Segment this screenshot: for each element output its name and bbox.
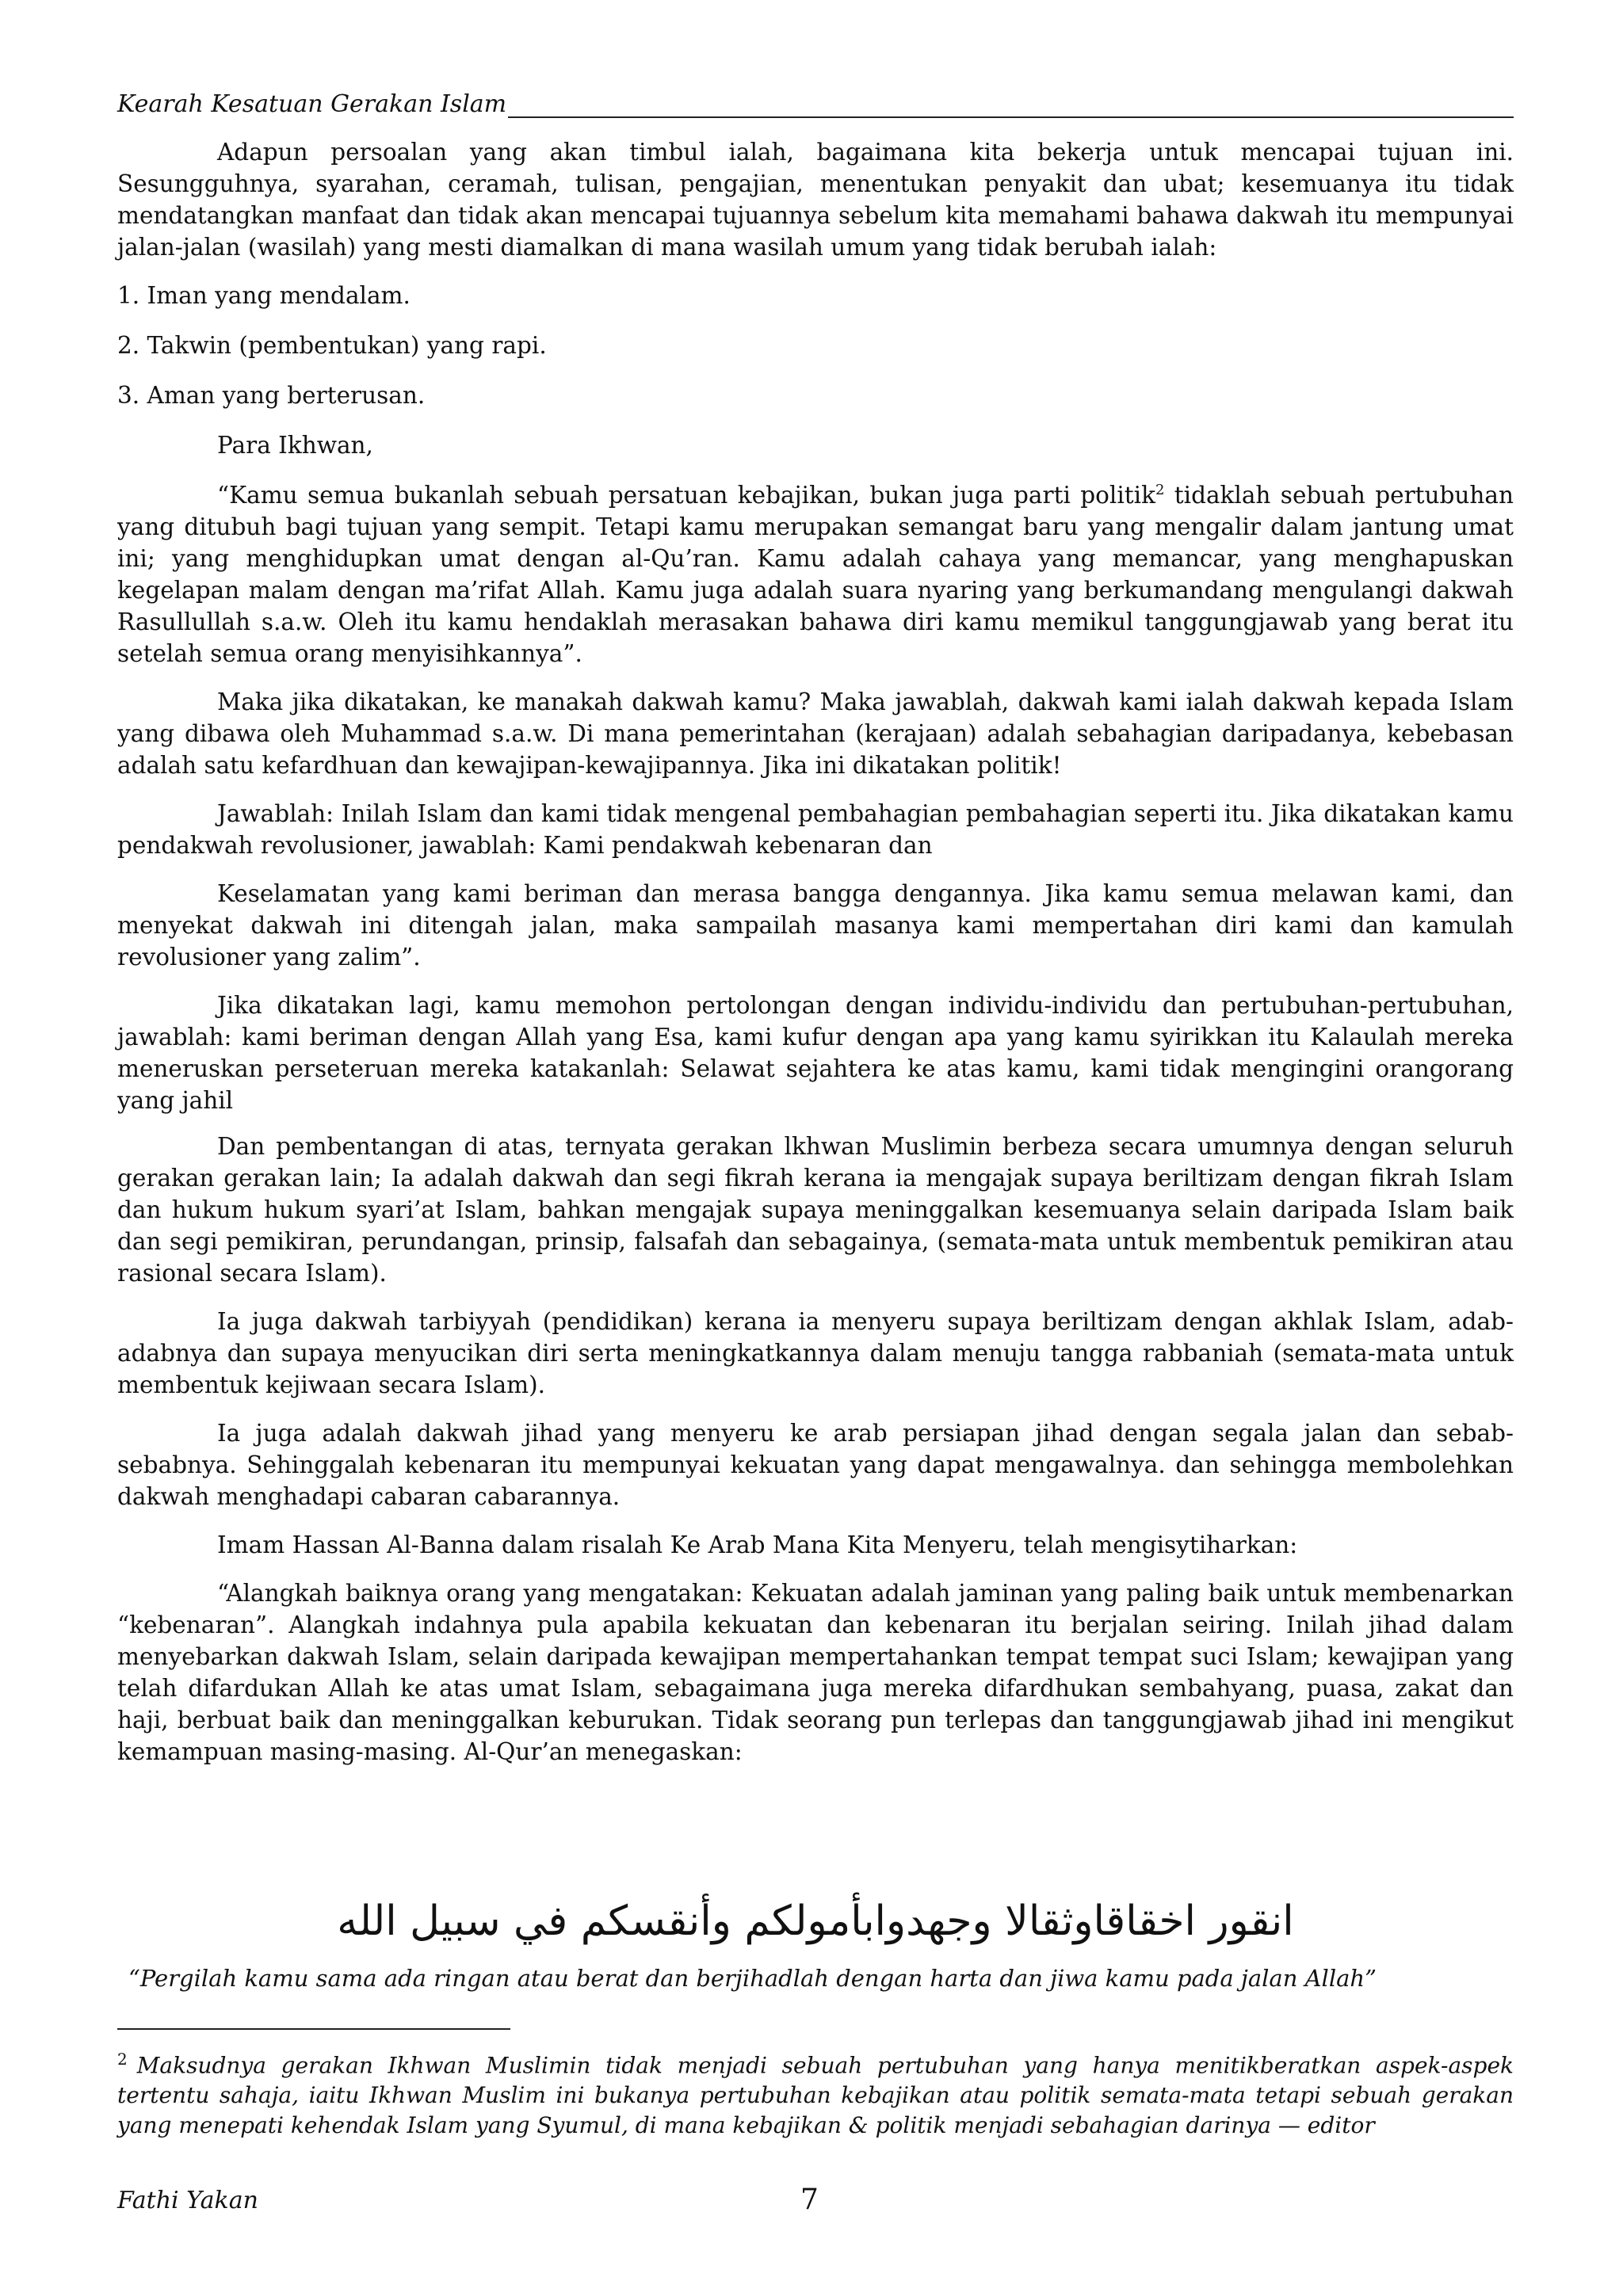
footnote-text: Maksudnya gerakan Ikhwan Muslimin tidak menjadi sebuah pertubuhan yang hanya menitikberatkan aspek-aspek tertentu sahaja, iaitu Ikhwan Muslim ini bukanya pertubuhan kebajikan atau politik semata-mata tetapi sebuah gerakan yang menepati kehendak Islam yang Syumul, di mana kebajikan & politik menjadi sebahagian darinya — editor <box>117 2052 1514 2139</box>
paragraph: Adapun persoalan yang akan timbul ialah, bagaimana kita bekerja untuk mencapai tujuan ini. Sesungguhnya, syarahan, ceramah, tulisan, pengajian, menentukan penyakit dan ubat; kesemuanya itu tidak mendatangkan manfaat dan tidak akan mencapai tujuannya sebelum kita memahami bahawa dakwah itu mempunyai jalan-jalan (wasilah) yang mesti diamalkan di mana wasilah umum yang tidak berubah ialah: <box>117 139 1514 261</box>
footnote-divider <box>117 2028 510 2030</box>
salutation: Para Ikhwan, <box>217 432 373 459</box>
paragraph: Jawablah: Inilah Islam dan kami tidak mengenal pembahagian pembahagian seperti itu. Jika dikatakan kamu pendakwah revolusioner, jawablah: Kami pendakwah kebenaran dan <box>117 800 1514 859</box>
arabic-verse: انقور اخقاقاوثقالا وجهدوابأمولكم وأنقسكم في سبيل الله <box>337 1897 1294 1945</box>
list-item: 3. Aman yang berterusan. <box>117 382 426 409</box>
paragraph <box>117 479 1514 669</box>
paragraph: Jika dikatakan lagi, kamu memohon pertolongan dengan individu-individu dan pertubuhan-pertubuhan, jawablah: kami beriman dengan Allah yang Esa, kami kufur dengan apa yang kamu syirikkan itu Kalaulah mereka meneruskan perseteruan mereka katakanlah: Selawat sejahtera ke atas kamu, kami tidak menginginі orangorang yang jahil <box>117 992 1514 1114</box>
verse-translation: “Pergilah kamu sama ada ringan atau berat dan berjihadlah dengan harta dan jiwa kamu pada jalan Allah” <box>128 1965 1377 1992</box>
running-header <box>117 90 1514 119</box>
footnote <box>117 2044 1514 2141</box>
paragraph-text: “Kamu semua bukanlah sebuah persatuan kebajikan, bukan juga parti politik <box>217 482 1155 509</box>
paragraph: Ia juga adalah dakwah jihad yang menyeru ke arab persiapan jihad dengan segala jalan dan sebab-sebabnya. Sehinggalah kebenaran itu mempunyai kekuatan yang dapat mengawalnya. dan sehingga membolehkan dakwah menghadapi cabaran cabarannya. <box>117 1420 1514 1510</box>
paragraph: Keselamatan yang kami beriman dan merasa bangga dengannya. Jika kamu semua melawan kami, dan menyekat dakwah ini ditengah jalan, maka sampailah masanya kami mempertahan diri kami dan kamulah revolusioner yang zalim”. <box>117 880 1514 971</box>
main-content <box>117 136 1514 1784</box>
footnote-reference[interactable]: 2 <box>1155 482 1165 499</box>
paragraph: Maka jika dikatakan, ke manakah dakwah kamu? Maka jawablah, dakwah kami ialah dakwah kepada Islam yang dibawa oleh Muhammad s.a.w. Di mana pemerintahan (kerajaan) adalah sebahagian daripadanya, kebebasan adalah satu kefardhuan dan kewajipan-kewajipannya. Jika ini dikatakan politik! <box>117 688 1514 779</box>
list-item: 2. Takwin (pembentukan) yang rapi. <box>117 332 547 359</box>
header-title: Kearah Kesatuan Gerakan Islam <box>117 90 507 118</box>
footer-author: Fathi Yakan <box>117 2187 258 2214</box>
paragraph-text: tidaklah sebuah pertubuhan yang ditubuh bagi tujuan yang sempit. Tetapi kamu merupakan semangat baru yang mengalir dalam jantung umat ini; yang menghidupkan umat dengan al-Qu’ran. Kamu adalah cahaya yang memancar, yang menghapuskan kegelapan malam dengan ma’rifat Allah. Kamu juga adalah suara nyaring yang berkumandang mengulangi dakwah Rasullullah s.a.w. Oleh itu kamu hendaklah merasakan bahawa diri kamu memikul tanggungjawab yang berat itu setelah semua orang menyisihkannya”. <box>117 482 1514 667</box>
paragraph: Dan pembentangan di atas, ternyata gerakan lkhwan Muslimin berbeza secara umumnya dengan seluruh gerakan gerakan lain; Ia adalah dakwah dan segi fikrah kerana ia mengajak supaya beriltizam dengan fikrah Islam dan hukum hukum syari’at Islam, bahkan mengajak supaya meninggalkan kesemuanya selain daripada Islam baik dan segi pemikiran, perundangan, prinsip, falsafah dan sebagainya, (semata-mata untuk membentuk pemikiran atau rasional secara Islam). <box>117 1133 1514 1287</box>
footnote-mark: 2 <box>117 2050 128 2069</box>
list-item: 1. Iman yang mendalam. <box>117 282 411 309</box>
paragraph: “Alangkah baiknya orang yang mengatakan: Kekuatan adalah jaminan yang paling baik untuk membenarkan “kebenaran”. Alangkah indahnya pula apabila kekuatan dan kebenaran itu berjalan seiring. Inilah jihad dalam menyebarkan dakwah Islam, selain daripada kewajipan mempertahankan tempat tempat suci Islam; kewajipan yang telah difardukan Allah ke atas umat Islam, sebagaimana juga mereka difardhukan sembahyang, puasa, zakat dan haji, berbuat baik dan meninggalkan keburukan. Tidak seorang pun terlepas dan tanggungjawab jihad ini mengikut kemampuan masing-masing. Al-Qur’an menegaskan: <box>117 1580 1514 1765</box>
paragraph: Imam Hassan Al-Banna dalam risalah Ke Arab Mana Kita Menyeru, telah mengisytiharkan: <box>217 1531 1298 1558</box>
paragraph: Ia juga dakwah tarbiyyah (pendidikan) kerana ia menyeru supaya beriltizam dengan akhlak Islam, adab-adabnya dan supaya menyucikan diri serta meningkatkannya dalam menuju tangga rabbaniah (semata-mata untuk membentuk kejiwaan secara Islam). <box>117 1308 1514 1398</box>
page-number: 7 <box>800 2183 819 2216</box>
